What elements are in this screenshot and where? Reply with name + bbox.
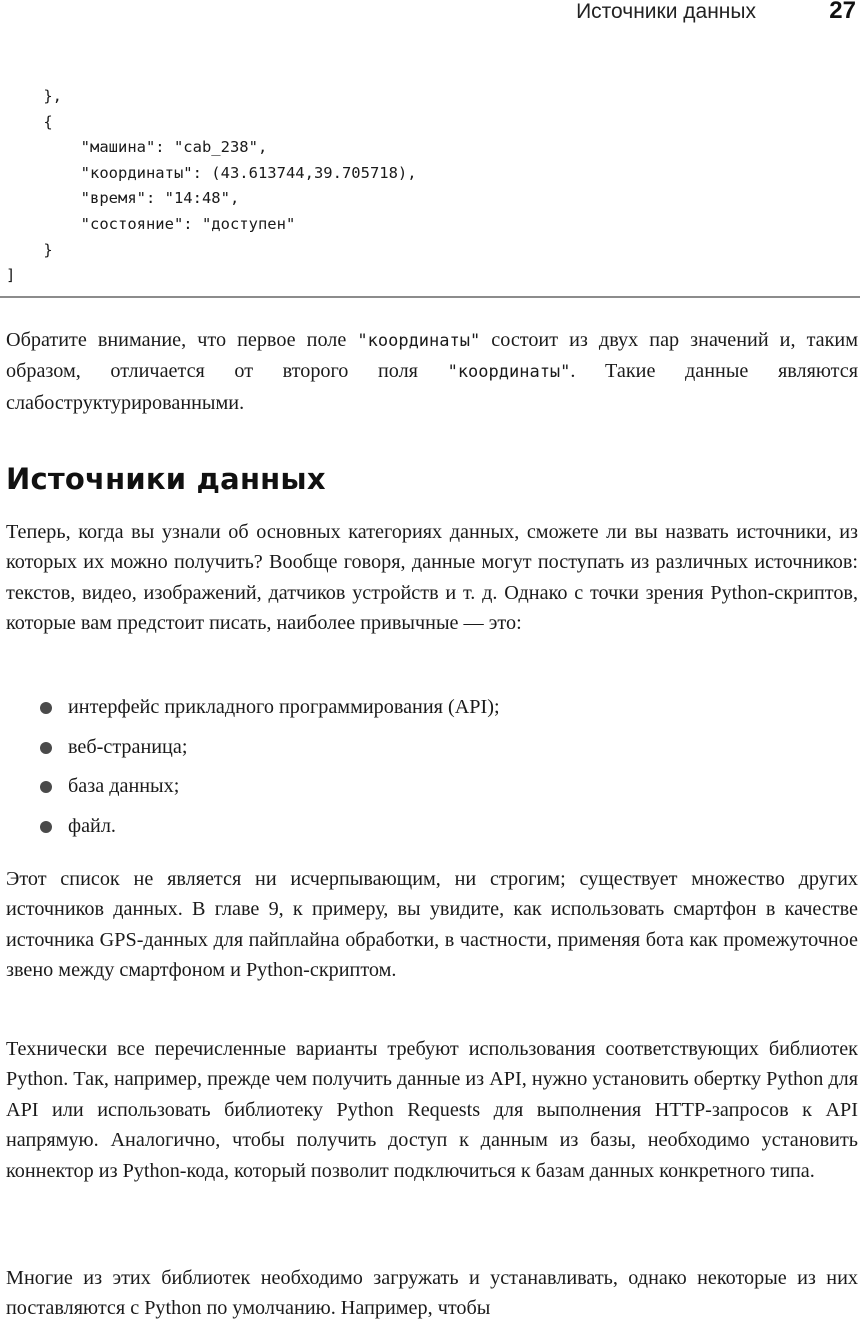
running-head <box>0 0 864 32</box>
bullet-icon <box>40 702 52 714</box>
code-block <box>6 84 417 289</box>
code-line: "состояние": "доступен" <box>6 214 296 233</box>
code-line: { <box>6 112 53 131</box>
paragraph <box>6 325 858 418</box>
code-line: "время": "14:48", <box>6 189 240 208</box>
code-line: }, <box>6 87 62 105</box>
bullet-list <box>40 692 500 850</box>
paragraph: Многие из этих библиотек необходимо загружать и устанавливать, однако некоторые из них поставляются с Python по умолчанию. Например, чтобы <box>6 1267 858 1320</box>
code-line: } <box>6 240 53 259</box>
paragraph: Технически все перечисленные варианты требуют использования соответствующих библиотек Python. Так, например, прежде чем получить данные из API, нужно установить обертку Python для API или использовать библиотеку Python Requests для выполнения HTTP-запросов к API напрямую. Аналогично, чтобы получить доступ к данным из базы, необходимо установить коннектор из Python-кода, который позволит подключиться к базам данных конкретного типа. <box>6 1038 858 1182</box>
paragraph: Теперь, когда вы узнали об основных категориях данных, сможете ли вы назвать источники, из которых их можно получить? Вообще говоря, данные могут поступать из различных источников: текстов, видео, изображений, датчиков устройств и т. д. Однако с точки зрения Python-скриптов, которые вам предстоит писать, наиболее привычные — это: <box>6 521 858 635</box>
inline-code: "координаты" <box>357 331 481 351</box>
bullet-icon <box>40 742 52 754</box>
list-item-text: база данных; <box>68 775 180 797</box>
paragraph: Этот список не является ни исчерпывающим, ни строгим; существует множество других источников данных. В главе 9, к примеру, вы увидите, как использовать смартфон в качестве источника GPS-данных для пайплайна обработки, в частности, применяя бота как промежуточное звено между смартфоном и Python-скриптом. <box>6 868 858 982</box>
paragraph-text: состоит из двух пар значений и, таким образом, отличается от второго поля <box>6 329 858 383</box>
list-item <box>40 771 500 811</box>
paragraph-text: . Такие данные являются слабоструктурированными. <box>6 360 858 414</box>
list-item <box>40 811 500 851</box>
list-item <box>40 732 500 772</box>
inline-code: "координаты" <box>447 362 571 383</box>
code-line: "координаты": (43.613744,39.705718), <box>6 163 417 182</box>
list-item <box>40 692 500 732</box>
page-number: 27 <box>829 0 856 24</box>
code-block-divider <box>0 296 860 298</box>
section-heading: Источники данных <box>6 462 326 496</box>
list-item-text: интерфейс прикладного программирования (API); <box>68 696 500 718</box>
running-head-title: Источники данных <box>576 0 756 23</box>
list-item-text: веб-страница; <box>68 735 188 758</box>
code-line: ] <box>6 266 16 285</box>
list-item-text: файл. <box>68 814 116 837</box>
code-line: "машина": "cab_238", <box>6 138 268 157</box>
bullet-icon <box>40 821 52 833</box>
bullet-icon <box>40 781 52 793</box>
paragraph-text: Обратите внимание, что первое поле <box>6 329 358 351</box>
